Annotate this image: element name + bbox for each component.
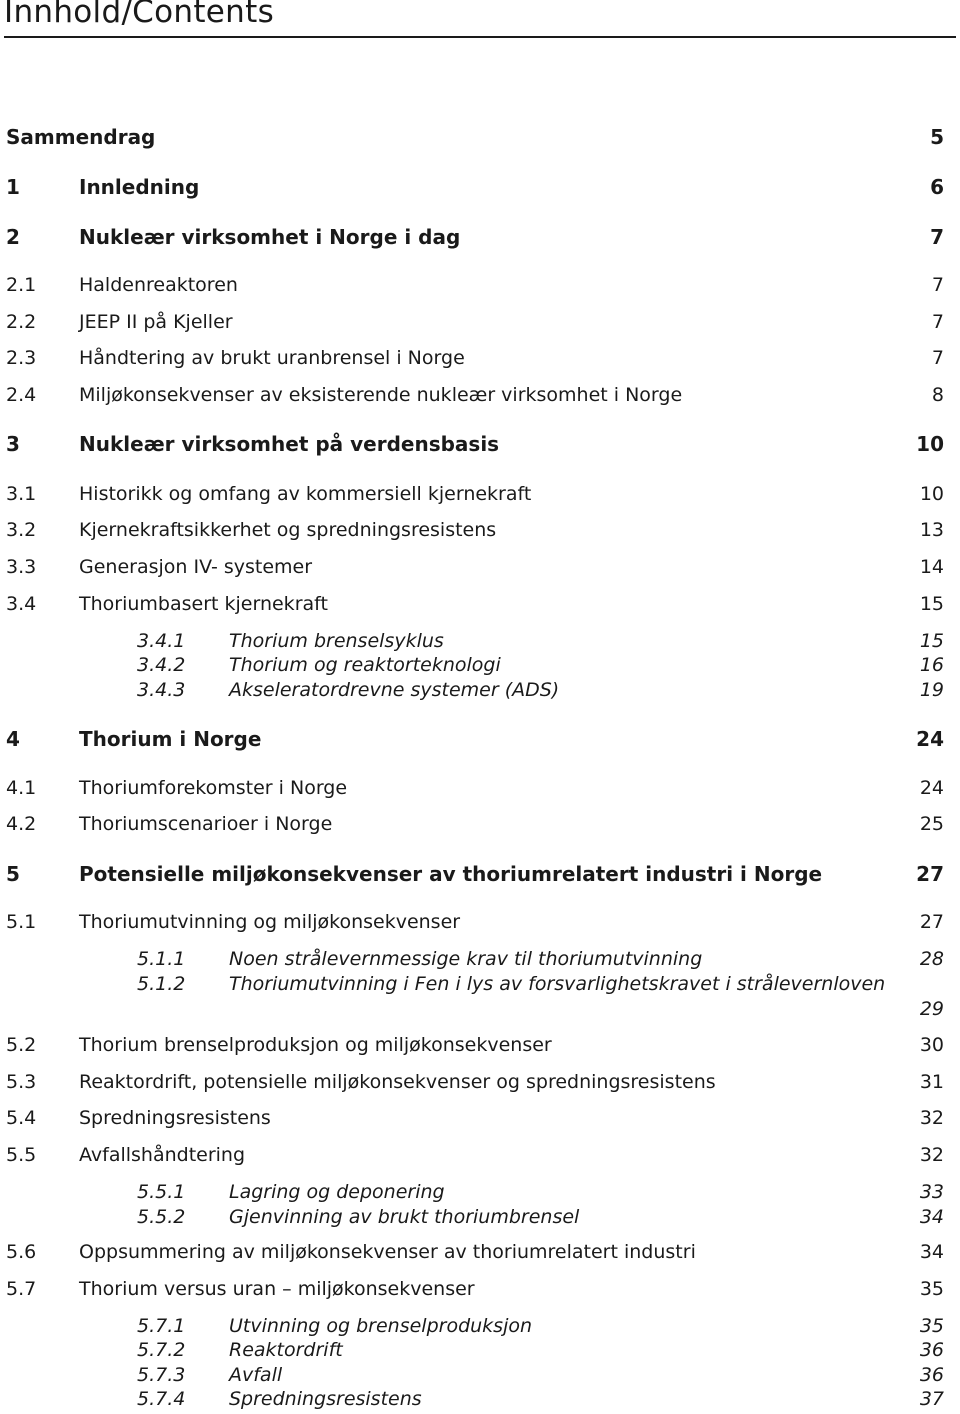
- toc-number: 4.2: [6, 813, 37, 835]
- toc-page-number: 6: [930, 175, 944, 199]
- toc-page-number: 34: [919, 1241, 944, 1263]
- toc-row: [0, 589, 960, 619]
- toc-number: 3.4.1: [137, 630, 186, 652]
- toc-page-number: 7: [931, 274, 944, 296]
- toc-number: 5.4: [6, 1107, 37, 1129]
- toc-number: 3.3: [6, 556, 37, 578]
- toc-row: [0, 1237, 960, 1267]
- toc-page-number: 7: [930, 225, 944, 249]
- toc-label: Nukleær virksomhet på verdensbasis: [79, 432, 500, 456]
- toc-number: 2.4: [6, 384, 37, 406]
- toc-page-number: 32: [919, 1107, 944, 1129]
- toc-label: Avfallshåndtering: [79, 1144, 246, 1166]
- toc-number: 3.1: [6, 483, 37, 505]
- toc-number: 3.2: [6, 519, 37, 541]
- toc-page-number: 8: [931, 384, 944, 406]
- toc-label: Miljøkonsekvenser av eksisterende nukleær virksomhet i Norge: [79, 384, 683, 406]
- toc-page-number: 10: [916, 432, 944, 456]
- toc-label: Thorium i Norge: [79, 727, 262, 751]
- toc-number: 5.5.1: [137, 1181, 186, 1203]
- toc-label: Innledning: [79, 175, 200, 199]
- toc-page-number: 16: [919, 654, 944, 676]
- toc-label: Utvinning og brenselproduksjon: [229, 1315, 533, 1337]
- toc-page-number: 33: [919, 1181, 944, 1203]
- toc-label: Thoriumutvinning i Fen i lys av forsvarlighetskravet i strålevernloven: [229, 973, 886, 995]
- toc-page-number: 24: [919, 777, 944, 799]
- toc-page-number: 15: [919, 630, 944, 652]
- toc-number: 5.7.3: [137, 1364, 186, 1386]
- toc-page-number: 35: [919, 1315, 944, 1337]
- toc-row: [0, 1274, 960, 1304]
- toc-label: Thorium brenselsyklus: [229, 630, 444, 652]
- toc-label: Reaktordrift, potensielle miljøkonsekvenser og spredningsresistens: [79, 1071, 716, 1093]
- toc-number: 2.1: [6, 274, 37, 296]
- toc-label: Potensielle miljøkonsekvenser av thoriumrelatert industri i Norge: [79, 862, 823, 886]
- toc-number: 5.5: [6, 1144, 37, 1166]
- toc-number: 3.4.3: [137, 679, 186, 701]
- toc-label: Thorium og reaktorteknologi: [229, 654, 501, 676]
- toc-number: 1: [6, 175, 20, 199]
- toc-label: Haldenreaktoren: [79, 274, 238, 296]
- toc-row: [0, 343, 960, 373]
- toc-page-number: 7: [931, 311, 944, 333]
- toc-label: Thoriumbasert kjernekraft: [79, 593, 328, 615]
- toc-page-number: 25: [919, 813, 944, 835]
- toc-page-number: 37: [919, 1388, 944, 1410]
- toc-label: Spredningsresistens: [229, 1388, 422, 1410]
- toc-number: 5.6: [6, 1241, 37, 1263]
- toc-number: 5.5.2: [137, 1206, 186, 1228]
- toc-row: [0, 907, 960, 937]
- toc-number: 5.7.4: [137, 1388, 186, 1410]
- toc-label: JEEP II på Kjeller: [79, 311, 233, 333]
- toc-row: [0, 380, 960, 410]
- toc-row: [0, 429, 960, 459]
- toc-page-number: 14: [919, 556, 944, 578]
- toc-page-number: 36: [919, 1339, 944, 1361]
- toc-label: Thoriumscenarioer i Norge: [79, 813, 333, 835]
- toc-number: 3: [6, 432, 20, 456]
- toc-page-number: 13: [919, 519, 944, 541]
- toc-page-number: 32: [919, 1144, 944, 1166]
- toc-row: [0, 1067, 960, 1097]
- toc-number: 2.3: [6, 347, 37, 369]
- toc-label: Thoriumforekomster i Norge: [79, 777, 348, 799]
- toc-page-number: 35: [919, 1278, 944, 1300]
- toc-page-number: 5: [930, 125, 944, 149]
- toc-number: 3.4: [6, 593, 37, 615]
- toc-label: Noen strålevernmessige krav til thoriumutvinning: [229, 948, 703, 970]
- toc-page-number: 30: [919, 1034, 944, 1056]
- toc-number: 5.2: [6, 1034, 37, 1056]
- toc-row: [0, 1140, 960, 1170]
- toc-label: Avfall: [229, 1364, 283, 1386]
- toc-label: Spredningsresistens: [79, 1107, 271, 1129]
- toc-number: 5: [6, 862, 20, 886]
- toc-page-number: 34: [919, 1206, 944, 1228]
- toc-row: [0, 773, 960, 803]
- toc-page-number: 19: [919, 679, 944, 701]
- toc-row: [0, 515, 960, 545]
- toc-label: Kjernekraftsikkerhet og spredningsresistens: [79, 519, 497, 541]
- toc-label: Reaktordrift: [229, 1339, 343, 1361]
- toc-page-number: 7: [931, 347, 944, 369]
- toc-page-number: 27: [916, 862, 944, 886]
- toc-row: [0, 675, 960, 705]
- page-title: Innhold/Contents: [4, 0, 275, 30]
- toc-row: [0, 1030, 960, 1060]
- toc-row: [0, 552, 960, 582]
- toc-row: [0, 724, 960, 754]
- toc-row: [0, 859, 960, 889]
- toc-label: Akseleratordrevne systemer (ADS): [229, 679, 560, 701]
- toc-number: 5.7: [6, 1278, 37, 1300]
- toc-row: [0, 222, 960, 252]
- toc-page-number: 27: [919, 911, 944, 933]
- toc-label: Oppsummering av miljøkonsekvenser av thoriumrelatert industri: [79, 1241, 696, 1263]
- toc-row: [0, 1202, 960, 1232]
- toc-row: [0, 1103, 960, 1133]
- toc-page-number: 28: [919, 948, 944, 970]
- toc-row: [0, 270, 960, 300]
- toc-label: Generasjon IV- systemer: [79, 556, 313, 578]
- toc-label: Thoriumutvinning og miljøkonsekvenser: [79, 911, 461, 933]
- toc-label: Thorium versus uran – miljøkonsekvenser: [79, 1278, 475, 1300]
- toc-page-number: 15: [919, 593, 944, 615]
- toc-number: 4: [6, 727, 20, 751]
- toc-page-number: 10: [919, 483, 944, 505]
- toc-number: 5.3: [6, 1071, 37, 1093]
- toc-row: [0, 479, 960, 509]
- toc-number: 5.7.1: [137, 1315, 186, 1337]
- toc-number: 2: [6, 225, 20, 249]
- toc-row: [0, 969, 960, 999]
- toc-page-number: 31: [919, 1071, 944, 1093]
- toc-number: 4.1: [6, 777, 37, 799]
- toc-row: [0, 307, 960, 337]
- toc-label: Håndtering av brukt uranbrensel i Norge: [79, 347, 465, 369]
- toc-row: [0, 172, 960, 202]
- toc-label: Historikk og omfang av kommersiell kjernekraft: [79, 483, 532, 505]
- toc-row: [0, 122, 960, 152]
- toc-number: Sammendrag: [6, 125, 156, 149]
- toc-page-number: 29: [919, 998, 944, 1020]
- toc-label: Thorium brenselproduksjon og miljøkonsekvenser: [79, 1034, 552, 1056]
- toc-label: Lagring og deponering: [229, 1181, 445, 1203]
- toc-label: Nukleær virksomhet i Norge i dag: [79, 225, 461, 249]
- toc-number: 2.2: [6, 311, 37, 333]
- toc-number: 5.7.2: [137, 1339, 186, 1361]
- toc-label: Gjenvinning av brukt thoriumbrensel: [229, 1206, 580, 1228]
- toc-row: [0, 809, 960, 839]
- toc-number: 5.1: [6, 911, 37, 933]
- toc-number: 5.1.2: [137, 973, 186, 995]
- toc-page-number: 24: [916, 727, 944, 751]
- toc-number: 5.1.1: [137, 948, 186, 970]
- toc-number: 3.4.2: [137, 654, 186, 676]
- title-rule: [4, 36, 956, 38]
- toc-page-number: 36: [919, 1364, 944, 1386]
